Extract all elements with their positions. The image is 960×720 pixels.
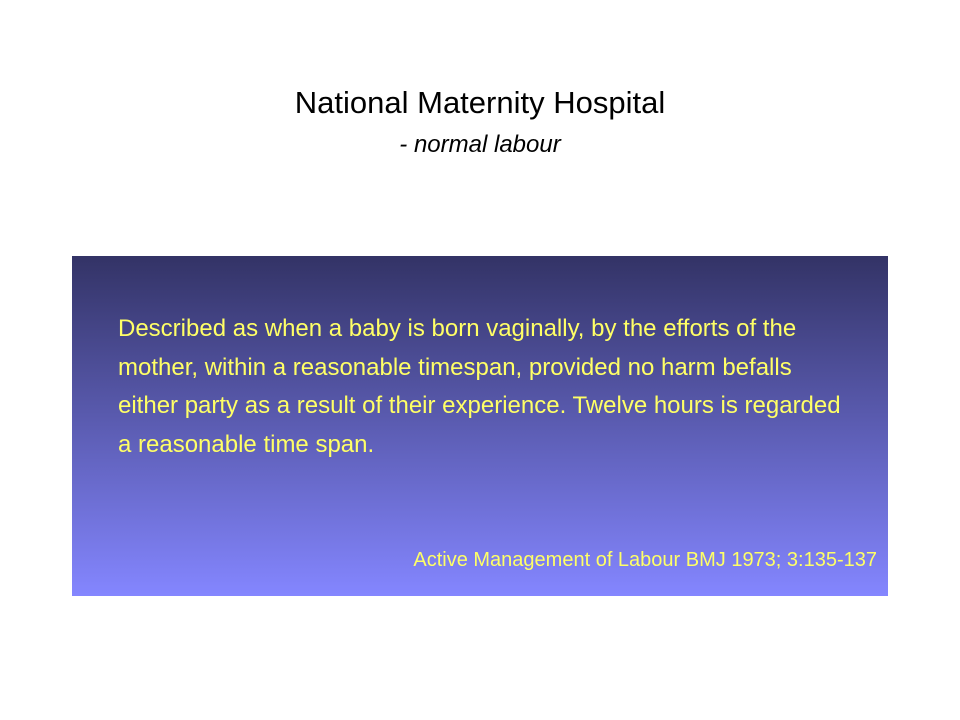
definition-panel bbox=[72, 256, 888, 596]
definition-text: Described as when a baby is born vaginally, by the efforts of the mother, within a reasonable timespan, provided no harm befalls either party as a result of their experience. Twelve hours is regarded a reasonable time span. bbox=[118, 315, 841, 458]
slide-subtitle: - normal labour bbox=[399, 131, 561, 158]
citation-text: Active Management of Labour BMJ 1973; 3:135-137 bbox=[413, 549, 877, 571]
slide-title: National Maternity Hospital bbox=[294, 85, 666, 120]
